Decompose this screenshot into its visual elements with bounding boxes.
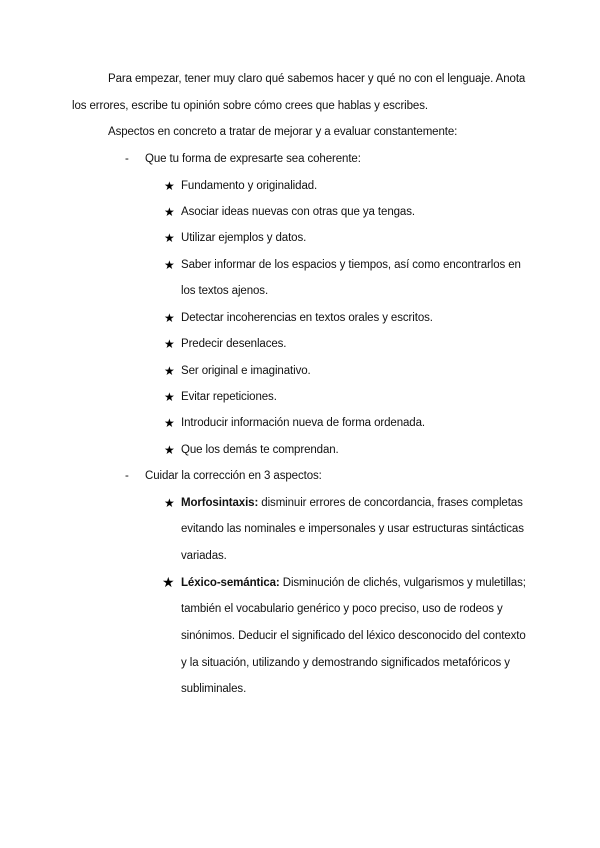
lexico-line-3: sinónimos. Deducir el significado del léxico desconocido del contexto xyxy=(181,630,526,642)
star-bullet-icon: ★ xyxy=(164,496,175,510)
morfosintaxis-line-1 xyxy=(181,496,523,510)
list-item: Evitar repeticiones. xyxy=(181,391,277,403)
lexico-line-5: subliminales. xyxy=(181,683,247,695)
intro-line-3: Aspectos en concreto a tratar de mejorar y a evaluar constantemente: xyxy=(108,126,458,138)
list-item: Fundamento y originalidad. xyxy=(181,180,318,192)
lexico-line-1 xyxy=(181,576,526,590)
star-bullet-icon: ★ xyxy=(164,258,175,272)
star-bullet-icon: ★ xyxy=(164,179,175,193)
list-item: Detectar incoherencias en textos orales y escritos. xyxy=(181,312,433,324)
star-bullet-icon: ★ xyxy=(164,311,175,325)
section1-dash: - xyxy=(125,153,129,165)
star-bullet-icon: ★ xyxy=(164,337,175,351)
star-bullet-icon: ★ xyxy=(162,574,175,590)
star-bullet-icon: ★ xyxy=(164,205,175,219)
morfosintaxis-line-2: evitando las nominales e impersonales y usar estructuras sintácticas xyxy=(181,523,524,535)
star-bullet-icon: ★ xyxy=(164,443,175,457)
section2-heading: Cuidar la corrección en 3 aspectos: xyxy=(145,470,322,482)
list-item: Introducir información nueva de forma ordenada. xyxy=(181,417,425,429)
section2-dash: - xyxy=(125,470,129,482)
star-bullet-icon: ★ xyxy=(164,390,175,404)
star-bullet-icon: ★ xyxy=(164,416,175,430)
list-item: Ser original e imaginativo. xyxy=(181,365,311,377)
star-bullet-icon: ★ xyxy=(164,364,175,378)
list-item: Saber informar de los espacios y tiempos, así como encontrarlos en xyxy=(181,259,521,271)
list-item: Utilizar ejemplos y datos. xyxy=(181,232,307,244)
list-item: Asociar ideas nuevas con otras que ya tengas. xyxy=(181,206,415,218)
list-item: Que los demás te comprendan. xyxy=(181,444,339,456)
intro-line-2: los errores, escribe tu opinión sobre cómo crees que hablas y escribes. xyxy=(72,100,428,112)
section1-heading: Que tu forma de expresarte sea coherente: xyxy=(145,153,361,165)
lexico-text: Disminución de clichés, vulgarismos y muletillas; xyxy=(279,577,526,589)
lexico-line-4: y la situación, utilizando y demostrando significados metafóricos y xyxy=(181,657,510,669)
lexico-term: Léxico-semántica: xyxy=(181,577,280,589)
intro-line-1: Para empezar, tener muy claro qué sabemos hacer y qué no con el lenguaje. Anota xyxy=(108,73,526,85)
list-item: Predecir desenlaces. xyxy=(181,338,287,350)
list-item-continuation: los textos ajenos. xyxy=(181,285,269,297)
lexico-line-2: también el vocabulario genérico y poco preciso, uso de rodeos y xyxy=(181,603,503,615)
morfosintaxis-term: Morfosintaxis: xyxy=(181,497,259,509)
morfosintaxis-line-3: variadas. xyxy=(181,550,227,562)
morfosintaxis-text: disminuir errores de concordancia, frases completas xyxy=(258,497,523,509)
star-bullet-icon: ★ xyxy=(164,231,175,245)
